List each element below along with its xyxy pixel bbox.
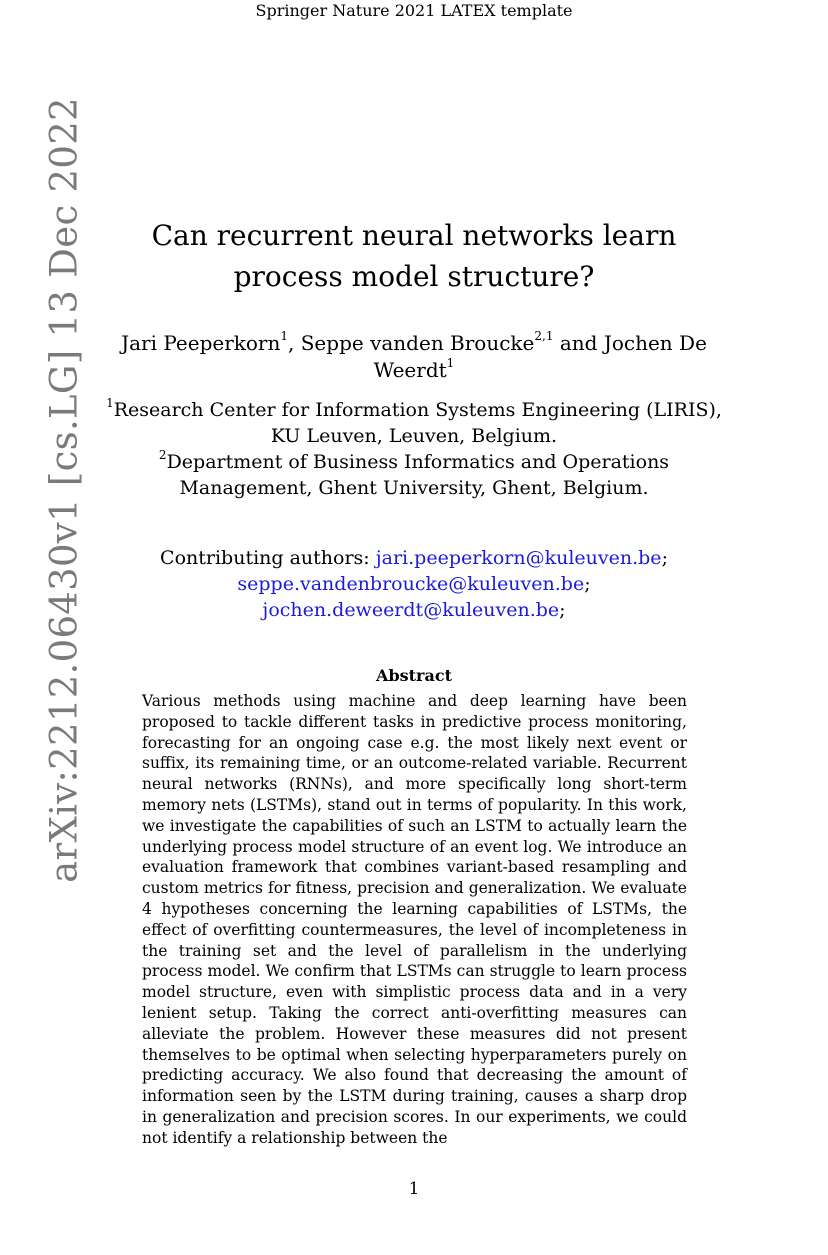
abstract-text: Various methods using machine and deep learning have been proposed to tackle different tasks in predictive process monitoring, forecasting for an ongoing case e.g. the most likely next event or suffix, its remaining time, or an outcome-related variable. Recurrent neural networks (RNNs), and more specifically long short-term memory nets (LSTMs), stand out in terms of popularity. In this work, we investigate the capabilities of such an LSTM to actually learn the underlying process model structure of an event log. We introduce an evaluation framework that combines variant-based resampling and custom metrics for fitness, precision and generalization. We evaluate 4 hypotheses concerning the learning capabilities of LSTMs, the effect of overfitting countermeasures, the level of incompleteness in the training set and the level of parallelism in the underlying process model. We confirm that LSTMs can struggle to learn process model structure, even with simplistic process data and in a very lenient setup. Taking the correct anti-overfitting measures can alleviate the problem. However these measures did not present themselves to be optimal when selecting hyperparameters purely on predicting accuracy. We also found that decreasing the amount of information seen by the LSTM during training, causes a sharp drop in generalization and precision scores. In our experiments, we could not identify a relationship between the: [142, 692, 687, 1147]
author-separator: and: [553, 331, 604, 355]
email-link[interactable]: jochen.deweerdt@kuleuven.be: [262, 599, 560, 621]
affiliation-mark: 2: [158, 447, 167, 462]
affiliation: [100, 449, 728, 501]
author-name: Seppe vanden Broucke: [300, 331, 535, 355]
arxiv-identifier: arXiv:2212.06430v1 [cs.LG] 13 Dec 2022: [42, 97, 86, 883]
author-name: Jari Peeperkorn: [121, 331, 281, 355]
abstract-heading: Abstract: [376, 666, 452, 685]
email-link[interactable]: jari.peeperkorn@kuleuven.be: [375, 547, 662, 569]
author-affiliation-mark: 1: [446, 356, 455, 371]
running-header: Springer Nature 2021 LATEX template: [255, 1, 573, 20]
author-name: Jochen De Weerdt: [373, 331, 707, 382]
email-separator: ;: [559, 599, 566, 621]
affiliation-mark: 1: [106, 395, 114, 410]
contributing-authors: [110, 545, 718, 623]
affiliation-text: Department of Business Informatics and Operations Management, Ghent University, Ghent, Belgium.: [166, 451, 670, 499]
affiliation: [100, 397, 728, 449]
email-separator: ;: [584, 573, 591, 595]
paper-title: Can recurrent neural networks learn process model structure?: [151, 219, 677, 293]
page-number: 1: [408, 1179, 420, 1199]
affiliation-list: [100, 397, 728, 501]
author-list: [120, 330, 708, 384]
affiliation-text: Research Center for Information Systems Engineering (LIRIS), KU Leuven, Leuven, Belgium.: [113, 399, 722, 447]
author-affiliation-mark: 1: [280, 329, 289, 344]
author-affiliation-mark: 2,1: [534, 329, 554, 344]
email-separator: ;: [661, 547, 668, 569]
email-link[interactable]: seppe.vandenbroucke@kuleuven.be: [237, 573, 585, 595]
contributing-label: Contributing authors:: [160, 547, 376, 569]
author-separator: ,: [288, 331, 301, 355]
